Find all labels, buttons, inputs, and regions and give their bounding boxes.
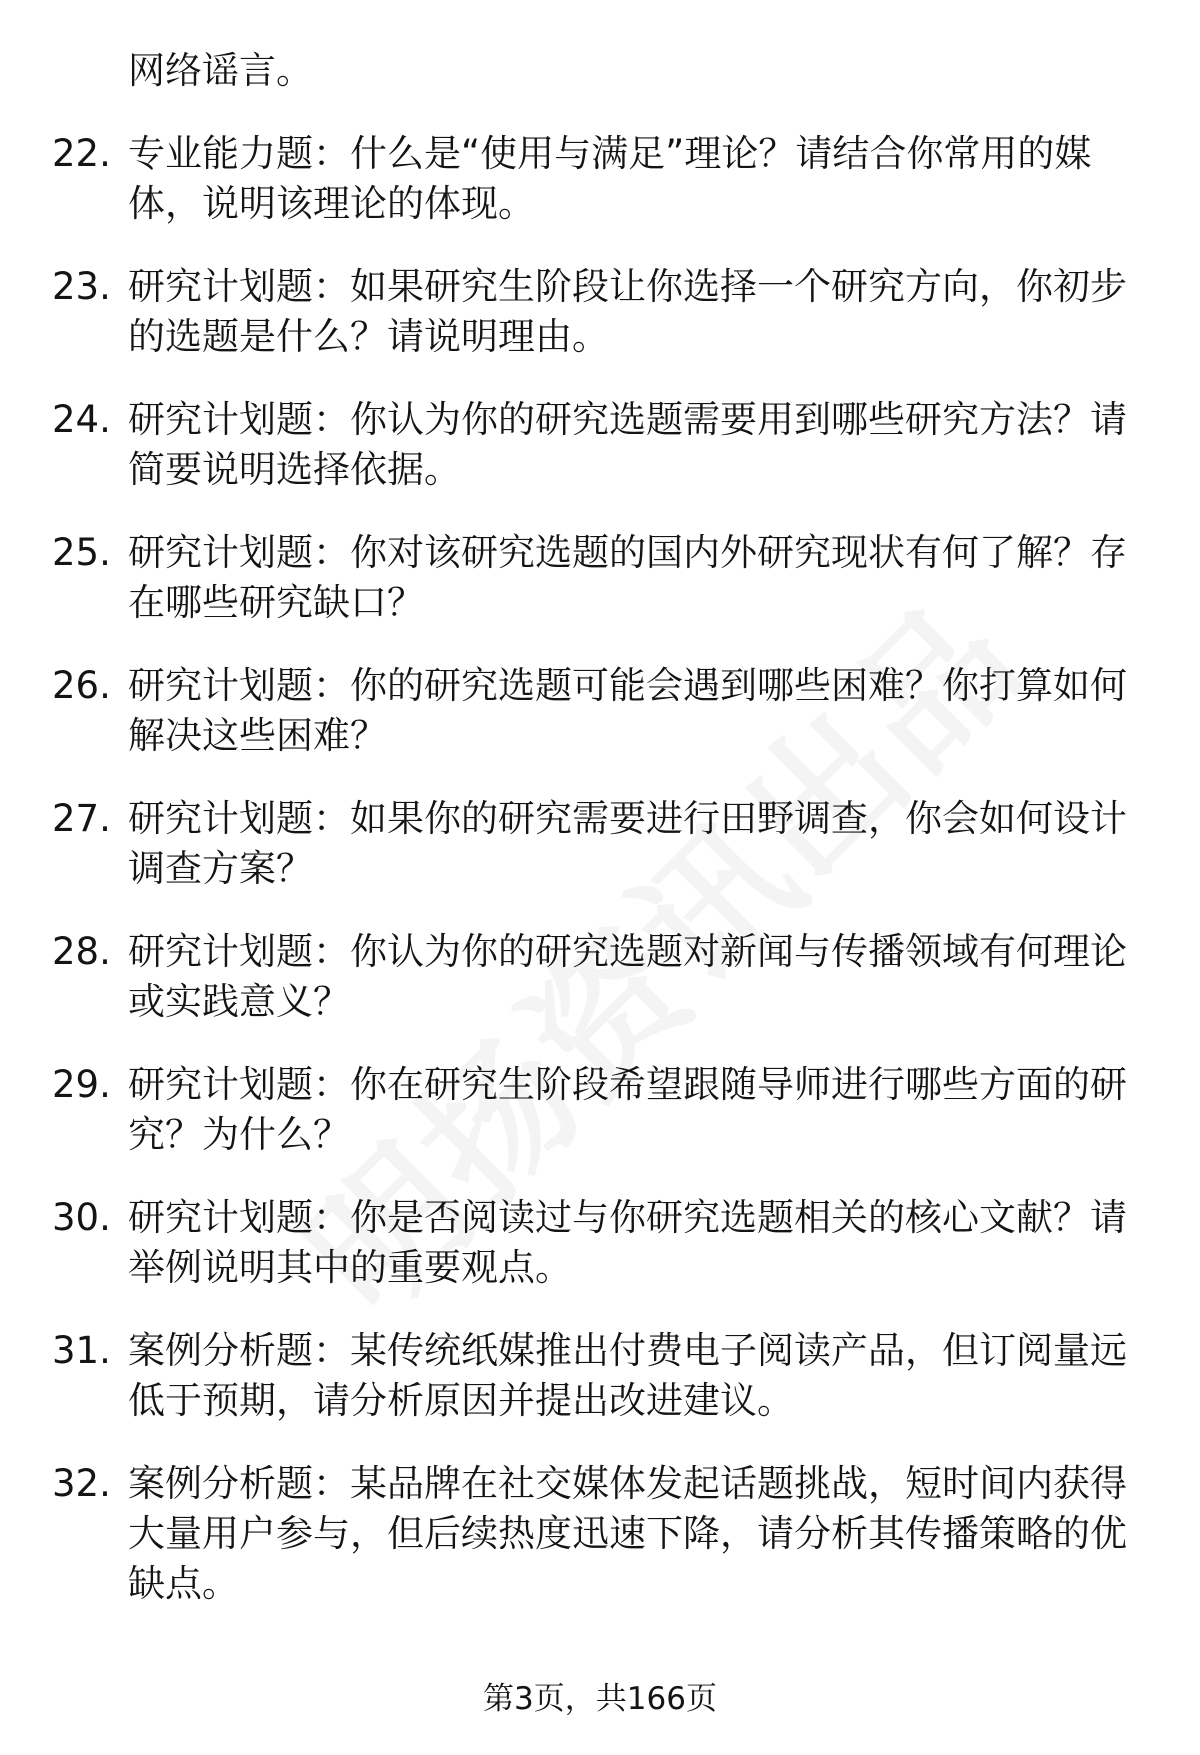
question-number: 29. (52, 1063, 111, 1106)
question-text: 研究计划题：你的研究选题可能会遇到哪些困难？你打算如何解决这些困难？ (128, 664, 1127, 757)
question-number: 22. (52, 132, 111, 175)
question-text: 研究计划题：你在研究生阶段希望跟随导师进行哪些方面的研究？为什么？ (128, 1063, 1127, 1156)
question-item (0, 927, 1138, 1027)
question-number: 27. (52, 797, 111, 840)
question-text: 研究计划题：如果你的研究需要进行田野调查，你会如何设计调查方案？ (128, 797, 1127, 890)
question-item (0, 1326, 1138, 1426)
question-text: 研究计划题：如果研究生阶段让你选择一个研究方向，你初步的选题是什么？请说明理由。 (128, 265, 1127, 358)
question-number: 24. (52, 398, 111, 441)
question-list (0, 129, 1200, 1609)
question-number: 26. (52, 664, 111, 707)
question-text: 研究计划题：你认为你的研究选题对新闻与传播领域有何理论或实践意义？ (128, 930, 1127, 1023)
question-item (0, 262, 1138, 362)
page-footer: 第3页，共166页 (483, 1681, 717, 1717)
question-text: 研究计划题：你是否阅读过与你研究选题相关的核心文献？请举例说明其中的重要观点。 (128, 1196, 1127, 1289)
question-number: 31. (52, 1329, 111, 1372)
question-text: 研究计划题：你认为你的研究选题需要用到哪些研究方法？请简要说明选择依据。 (128, 398, 1127, 491)
question-text: 研究计划题：你对该研究选题的国内外研究现状有何了解？存在哪些研究缺口？ (128, 531, 1127, 624)
question-item (0, 794, 1138, 894)
question-text: 专业能力题：什么是“使用与满足”理论？请结合你常用的媒体，说明该理论的体现。 (128, 132, 1092, 225)
question-number: 23. (52, 265, 111, 308)
question-item (0, 1060, 1138, 1160)
question-number: 25. (52, 531, 111, 574)
continuation-text: 网络谣言。 (128, 49, 313, 92)
question-item (0, 395, 1138, 495)
question-item (0, 1193, 1138, 1293)
question-item (0, 129, 1138, 229)
question-item (0, 528, 1138, 628)
question-number: 32. (52, 1462, 111, 1505)
question-number: 28. (52, 930, 111, 973)
question-text: 案例分析题：某传统纸媒推出付费电子阅读产品，但订阅量远低于预期，请分析原因并提出改进建议。 (128, 1329, 1127, 1422)
question-item (0, 1459, 1138, 1609)
question-text: 案例分析题：某品牌在社交媒体发起话题挑战，短时间内获得大量用户参与，但后续热度迅速下降，请分析其传播策略的优缺点。 (128, 1462, 1127, 1605)
question-item (0, 661, 1138, 761)
question-number: 30. (52, 1196, 111, 1239)
